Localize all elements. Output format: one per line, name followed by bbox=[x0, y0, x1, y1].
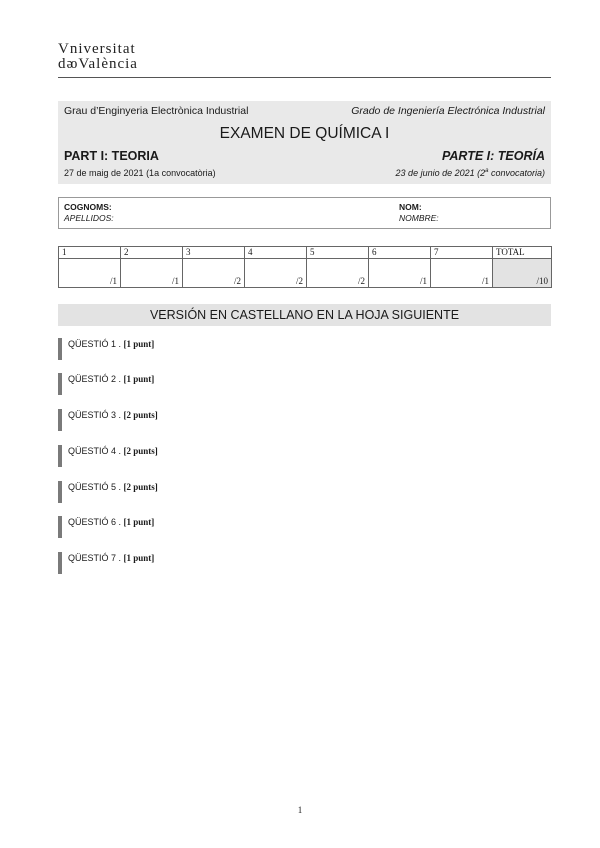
grade-score: /1 bbox=[121, 259, 183, 288]
grades-score-row bbox=[59, 259, 552, 288]
exam-title: EXAMEN DE QUÍMICA I bbox=[219, 125, 390, 142]
grade-header: 7 bbox=[431, 247, 493, 259]
date-spanish bbox=[396, 168, 545, 178]
question-points: [1 punt] bbox=[123, 553, 155, 563]
question-label: QÜESTIÓ 1 . bbox=[68, 339, 122, 349]
grade-score: /1 bbox=[369, 259, 431, 288]
date-spanish-rest: convocatoria) bbox=[488, 168, 545, 178]
question-points: [1 punt] bbox=[123, 374, 155, 384]
part-valencian: PART I: TEORIA bbox=[64, 149, 159, 163]
question-label: QÜESTIÓ 4 . bbox=[68, 446, 122, 456]
cognoms-label: COGNOMS: bbox=[64, 202, 112, 212]
question-points: [2 punts] bbox=[123, 482, 158, 492]
question-3 bbox=[58, 409, 158, 431]
grade-score: /1 bbox=[59, 259, 121, 288]
question-5 bbox=[58, 481, 158, 503]
nom-label: NOM: bbox=[399, 202, 422, 212]
grade-header: 3 bbox=[183, 247, 245, 259]
grade-header: 5 bbox=[307, 247, 369, 259]
grade-header: 2 bbox=[121, 247, 183, 259]
question-label: QÜESTIÓ 2 . bbox=[68, 374, 122, 384]
exam-header bbox=[58, 101, 551, 184]
question-1 bbox=[58, 338, 154, 360]
grades-table bbox=[58, 246, 552, 288]
question-7 bbox=[58, 552, 154, 574]
grade-score-total: /10 bbox=[493, 259, 552, 288]
page-number: 1 bbox=[297, 805, 303, 815]
date-spanish-ordinal: a bbox=[485, 168, 489, 174]
date-valencian: 27 de maig de 2021 (1a convocatòria) bbox=[64, 168, 216, 178]
question-label: QÜESTIÓ 7 . bbox=[68, 553, 122, 563]
question-points: [1 punt] bbox=[123, 339, 155, 349]
header-rule bbox=[58, 77, 551, 78]
logo-line-2: dᴔValència bbox=[58, 56, 138, 72]
university-logo bbox=[58, 42, 138, 72]
nombre-label: NOMBRE: bbox=[399, 213, 439, 223]
question-points: [2 punts] bbox=[123, 446, 158, 456]
question-6 bbox=[58, 516, 154, 538]
question-4 bbox=[58, 445, 158, 467]
question-points: [2 punts] bbox=[123, 410, 158, 420]
apellidos-label: APELLIDOS: bbox=[64, 213, 114, 223]
grade-header: 6 bbox=[369, 247, 431, 259]
grade-header: 1 bbox=[59, 247, 121, 259]
grade-score: /2 bbox=[307, 259, 369, 288]
question-label: QÜESTIÓ 6 . bbox=[68, 517, 122, 527]
question-points: [1 punt] bbox=[123, 517, 155, 527]
degree-valencian: Grau d’Enginyeria Electrònica Industrial bbox=[64, 105, 249, 117]
logo-line-1: Vniversitat bbox=[58, 41, 136, 57]
question-label: QÜESTIÓ 3 . bbox=[68, 410, 122, 420]
grade-header: 4 bbox=[245, 247, 307, 259]
question-2 bbox=[58, 373, 154, 395]
question-label: QÜESTIÓ 5 . bbox=[68, 482, 122, 492]
grade-score: /2 bbox=[245, 259, 307, 288]
grade-score: /2 bbox=[183, 259, 245, 288]
part-spanish: PARTE I: TEORÍA bbox=[441, 149, 545, 163]
grades-header-row bbox=[59, 247, 552, 259]
degree-spanish: Grado de Ingeniería Electrónica Industrial bbox=[351, 105, 545, 117]
student-name-box bbox=[58, 197, 551, 229]
date-spanish-main: 23 de junio de 2021 (2 bbox=[395, 168, 486, 178]
spanish-version-banner: VERSIÓN EN CASTELLANO EN LA HOJA SIGUIENTE bbox=[58, 304, 551, 326]
grade-score: /1 bbox=[431, 259, 493, 288]
grade-header-total: TOTAL bbox=[493, 247, 552, 259]
